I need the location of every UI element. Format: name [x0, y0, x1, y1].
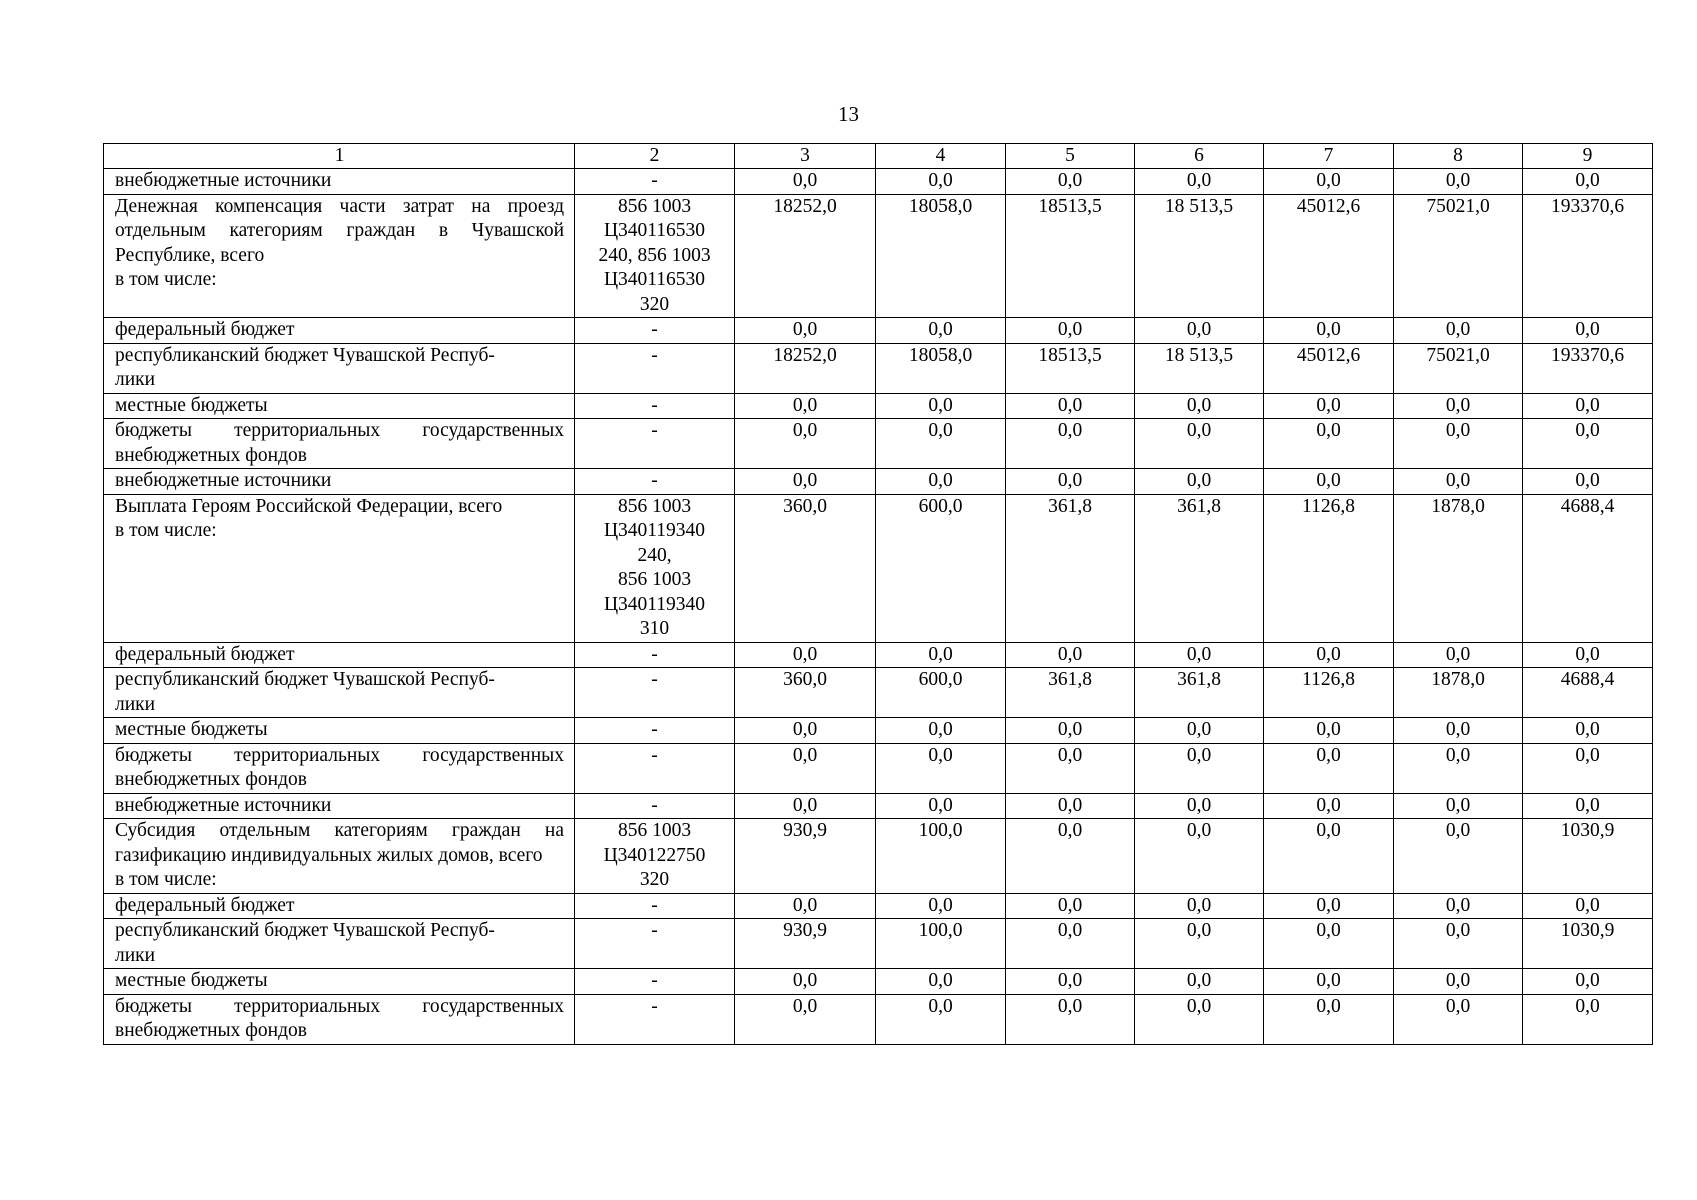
value-cell: 0,0	[1523, 743, 1653, 793]
value-cell: 0,0	[1006, 642, 1135, 668]
value-cell: 1126,8	[1264, 494, 1394, 642]
value-cell: 100,0	[876, 819, 1006, 894]
table-row	[104, 668, 1653, 718]
value-cell: 0,0	[876, 718, 1006, 744]
row-label: республиканский бюджет Чувашской Респуб- лики	[104, 919, 575, 969]
budget-code: -	[575, 419, 735, 469]
value-cell: 0,0	[876, 994, 1006, 1044]
value-cell: 0,0	[1006, 393, 1135, 419]
value-cell: 0,0	[735, 393, 876, 419]
value-cell: 0,0	[1523, 893, 1653, 919]
value-cell: 193370,6	[1523, 194, 1653, 318]
value-cell: 75021,0	[1394, 343, 1523, 393]
value-cell: 0,0	[876, 169, 1006, 195]
value-cell: 0,0	[1523, 169, 1653, 195]
value-cell: 0,0	[1394, 743, 1523, 793]
value-cell: 0,0	[1394, 642, 1523, 668]
value-cell: 0,0	[735, 793, 876, 819]
value-cell: 360,0	[735, 668, 876, 718]
table-row	[104, 819, 1653, 894]
value-cell: 930,9	[735, 819, 876, 894]
value-cell: 600,0	[876, 668, 1006, 718]
value-cell: 0,0	[1006, 893, 1135, 919]
value-cell: 0,0	[1264, 743, 1394, 793]
header-cell: 6	[1135, 144, 1264, 169]
value-cell: 18252,0	[735, 343, 876, 393]
value-cell: 0,0	[1264, 419, 1394, 469]
value-cell: 0,0	[735, 642, 876, 668]
value-cell: 0,0	[1523, 969, 1653, 995]
value-cell: 18 513,5	[1135, 194, 1264, 318]
value-cell: 0,0	[1394, 969, 1523, 995]
value-cell: 0,0	[735, 169, 876, 195]
budget-code: 856 1003 Ц340119340 240, 856 1003 Ц340119340 310	[575, 494, 735, 642]
value-cell: 0,0	[1394, 169, 1523, 195]
value-cell: 0,0	[1006, 419, 1135, 469]
value-cell: 0,0	[1264, 393, 1394, 419]
value-cell: 0,0	[876, 642, 1006, 668]
value-cell: 45012,6	[1264, 194, 1394, 318]
value-cell: 0,0	[1264, 318, 1394, 344]
value-cell: 0,0	[1523, 469, 1653, 495]
budget-code: 856 1003 Ц340116530 240, 856 1003 Ц340116530 320	[575, 194, 735, 318]
budget-code: -	[575, 169, 735, 195]
value-cell: 361,8	[1006, 668, 1135, 718]
value-cell: 0,0	[1135, 994, 1264, 1044]
table-row	[104, 718, 1653, 744]
value-cell: 0,0	[1135, 393, 1264, 419]
value-cell: 0,0	[1394, 393, 1523, 419]
header-cell: 1	[104, 144, 575, 169]
value-cell: 0,0	[1264, 919, 1394, 969]
value-cell: 0,0	[1135, 169, 1264, 195]
value-cell: 0,0	[1264, 893, 1394, 919]
value-cell: 4688,4	[1523, 494, 1653, 642]
header-cell: 4	[876, 144, 1006, 169]
row-label: республиканский бюджет Чувашской Респуб- лики	[104, 343, 575, 393]
value-cell: 0,0	[1523, 318, 1653, 344]
value-cell: 0,0	[1135, 642, 1264, 668]
value-cell: 0,0	[1523, 393, 1653, 419]
value-cell: 0,0	[735, 419, 876, 469]
page-number: 13	[838, 102, 859, 126]
value-cell: 600,0	[876, 494, 1006, 642]
table-row	[104, 642, 1653, 668]
table-row	[104, 343, 1653, 393]
value-cell: 0,0	[1135, 793, 1264, 819]
value-cell: 0,0	[1135, 743, 1264, 793]
value-cell: 0,0	[1523, 793, 1653, 819]
value-cell: 361,8	[1135, 494, 1264, 642]
value-cell: 0,0	[1394, 893, 1523, 919]
value-cell: 1878,0	[1394, 494, 1523, 642]
table-row	[104, 469, 1653, 495]
value-cell: 0,0	[735, 469, 876, 495]
table-row	[104, 318, 1653, 344]
budget-code: -	[575, 393, 735, 419]
budget-table	[103, 143, 1653, 1045]
value-cell: 0,0	[1523, 994, 1653, 1044]
budget-code: -	[575, 642, 735, 668]
value-cell: 0,0	[1264, 793, 1394, 819]
value-cell: 0,0	[1135, 819, 1264, 894]
value-cell: 193370,6	[1523, 343, 1653, 393]
value-cell: 0,0	[1264, 469, 1394, 495]
value-cell: 0,0	[735, 718, 876, 744]
header-cell: 8	[1394, 144, 1523, 169]
table-row	[104, 194, 1653, 318]
value-cell: 0,0	[1006, 819, 1135, 894]
value-cell: 930,9	[735, 919, 876, 969]
value-cell: 0,0	[1135, 919, 1264, 969]
value-cell: 0,0	[1006, 919, 1135, 969]
budget-code: -	[575, 919, 735, 969]
budget-code: -	[575, 668, 735, 718]
header-cell: 5	[1006, 144, 1135, 169]
value-cell: 0,0	[1394, 919, 1523, 969]
header-cell: 2	[575, 144, 735, 169]
row-label: внебюджетные источники	[104, 169, 575, 195]
value-cell: 0,0	[1394, 819, 1523, 894]
value-cell: 1126,8	[1264, 668, 1394, 718]
table-row	[104, 743, 1653, 793]
value-cell: 0,0	[1264, 994, 1394, 1044]
value-cell: 0,0	[876, 469, 1006, 495]
row-label: республиканский бюджет Чувашской Респуб- лики	[104, 668, 575, 718]
budget-code: -	[575, 893, 735, 919]
value-cell: 361,8	[1006, 494, 1135, 642]
table-row	[104, 893, 1653, 919]
table-row	[104, 393, 1653, 419]
table-row	[104, 494, 1653, 642]
value-cell: 0,0	[1006, 969, 1135, 995]
value-cell: 0,0	[1394, 469, 1523, 495]
value-cell: 0,0	[735, 743, 876, 793]
value-cell: 0,0	[1394, 318, 1523, 344]
value-cell: 100,0	[876, 919, 1006, 969]
row-label: Денежная компенсация части затрат на проезд отдельным категориям граждан в Чувашской Республике, всего в том числе:	[104, 194, 575, 318]
budget-code: -	[575, 793, 735, 819]
budget-code: -	[575, 994, 735, 1044]
table-row	[104, 793, 1653, 819]
value-cell: 0,0	[735, 969, 876, 995]
value-cell: 18058,0	[876, 194, 1006, 318]
value-cell: 0,0	[1394, 793, 1523, 819]
value-cell: 0,0	[1135, 969, 1264, 995]
row-label: федеральный бюджет	[104, 318, 575, 344]
value-cell: 0,0	[1264, 169, 1394, 195]
header-cell: 7	[1264, 144, 1394, 169]
value-cell: 1878,0	[1394, 668, 1523, 718]
value-cell: 75021,0	[1394, 194, 1523, 318]
row-label: местные бюджеты	[104, 393, 575, 419]
value-cell: 0,0	[735, 893, 876, 919]
value-cell: 360,0	[735, 494, 876, 642]
table-row	[104, 994, 1653, 1044]
value-cell: 0,0	[1264, 969, 1394, 995]
value-cell: 0,0	[1006, 793, 1135, 819]
value-cell: 0,0	[1135, 893, 1264, 919]
value-cell: 0,0	[1135, 419, 1264, 469]
value-cell: 0,0	[1523, 642, 1653, 668]
value-cell: 0,0	[876, 393, 1006, 419]
value-cell: 361,8	[1135, 668, 1264, 718]
value-cell: 0,0	[1264, 642, 1394, 668]
value-cell: 0,0	[1006, 318, 1135, 344]
value-cell: 1030,9	[1523, 919, 1653, 969]
budget-code: -	[575, 718, 735, 744]
value-cell: 18 513,5	[1135, 343, 1264, 393]
value-cell: 0,0	[876, 743, 1006, 793]
value-cell: 0,0	[1006, 994, 1135, 1044]
row-label: бюджеты территориальных государственных внебюджетных фондов	[104, 994, 575, 1044]
value-cell: 0,0	[876, 318, 1006, 344]
budget-code: -	[575, 469, 735, 495]
value-cell: 0,0	[1006, 469, 1135, 495]
value-cell: 45012,6	[1264, 343, 1394, 393]
value-cell: 0,0	[735, 994, 876, 1044]
row-label: местные бюджеты	[104, 718, 575, 744]
row-label: внебюджетные источники	[104, 469, 575, 495]
budget-code: -	[575, 969, 735, 995]
value-cell: 0,0	[876, 969, 1006, 995]
budget-code: -	[575, 318, 735, 344]
value-cell: 0,0	[876, 793, 1006, 819]
value-cell: 0,0	[1264, 718, 1394, 744]
value-cell: 0,0	[1394, 419, 1523, 469]
value-cell: 0,0	[1264, 819, 1394, 894]
table-row	[104, 969, 1653, 995]
value-cell: 0,0	[1135, 469, 1264, 495]
table-row	[104, 169, 1653, 195]
value-cell: 0,0	[876, 419, 1006, 469]
row-label: бюджеты территориальных государственных внебюджетных фондов	[104, 419, 575, 469]
value-cell: 0,0	[1135, 718, 1264, 744]
budget-code: -	[575, 743, 735, 793]
row-label: Субсидия отдельным категориям граждан на газификацию индивидуальных жилых домов, всего в том числе:	[104, 819, 575, 894]
value-cell: 0,0	[1523, 718, 1653, 744]
row-label: бюджеты территориальных государственных внебюджетных фондов	[104, 743, 575, 793]
value-cell: 18513,5	[1006, 194, 1135, 318]
table-row	[104, 419, 1653, 469]
row-label: Выплата Героям Российской Федерации, всего в том числе:	[104, 494, 575, 642]
value-cell: 0,0	[1006, 718, 1135, 744]
value-cell: 4688,4	[1523, 668, 1653, 718]
budget-code: -	[575, 343, 735, 393]
value-cell: 0,0	[876, 893, 1006, 919]
row-label: федеральный бюджет	[104, 893, 575, 919]
header-cell: 3	[735, 144, 876, 169]
value-cell: 0,0	[1006, 169, 1135, 195]
value-cell: 1030,9	[1523, 819, 1653, 894]
value-cell: 0,0	[1394, 718, 1523, 744]
row-label: местные бюджеты	[104, 969, 575, 995]
row-label: федеральный бюджет	[104, 642, 575, 668]
row-label: внебюджетные источники	[104, 793, 575, 819]
value-cell: 0,0	[735, 318, 876, 344]
value-cell: 18252,0	[735, 194, 876, 318]
value-cell: 0,0	[1006, 743, 1135, 793]
value-cell: 18058,0	[876, 343, 1006, 393]
table-header-row	[104, 144, 1653, 169]
value-cell: 0,0	[1135, 318, 1264, 344]
header-cell: 9	[1523, 144, 1653, 169]
value-cell: 0,0	[1523, 419, 1653, 469]
budget-code: 856 1003 Ц340122750 320	[575, 819, 735, 894]
value-cell: 18513,5	[1006, 343, 1135, 393]
table-row	[104, 919, 1653, 969]
value-cell: 0,0	[1394, 994, 1523, 1044]
